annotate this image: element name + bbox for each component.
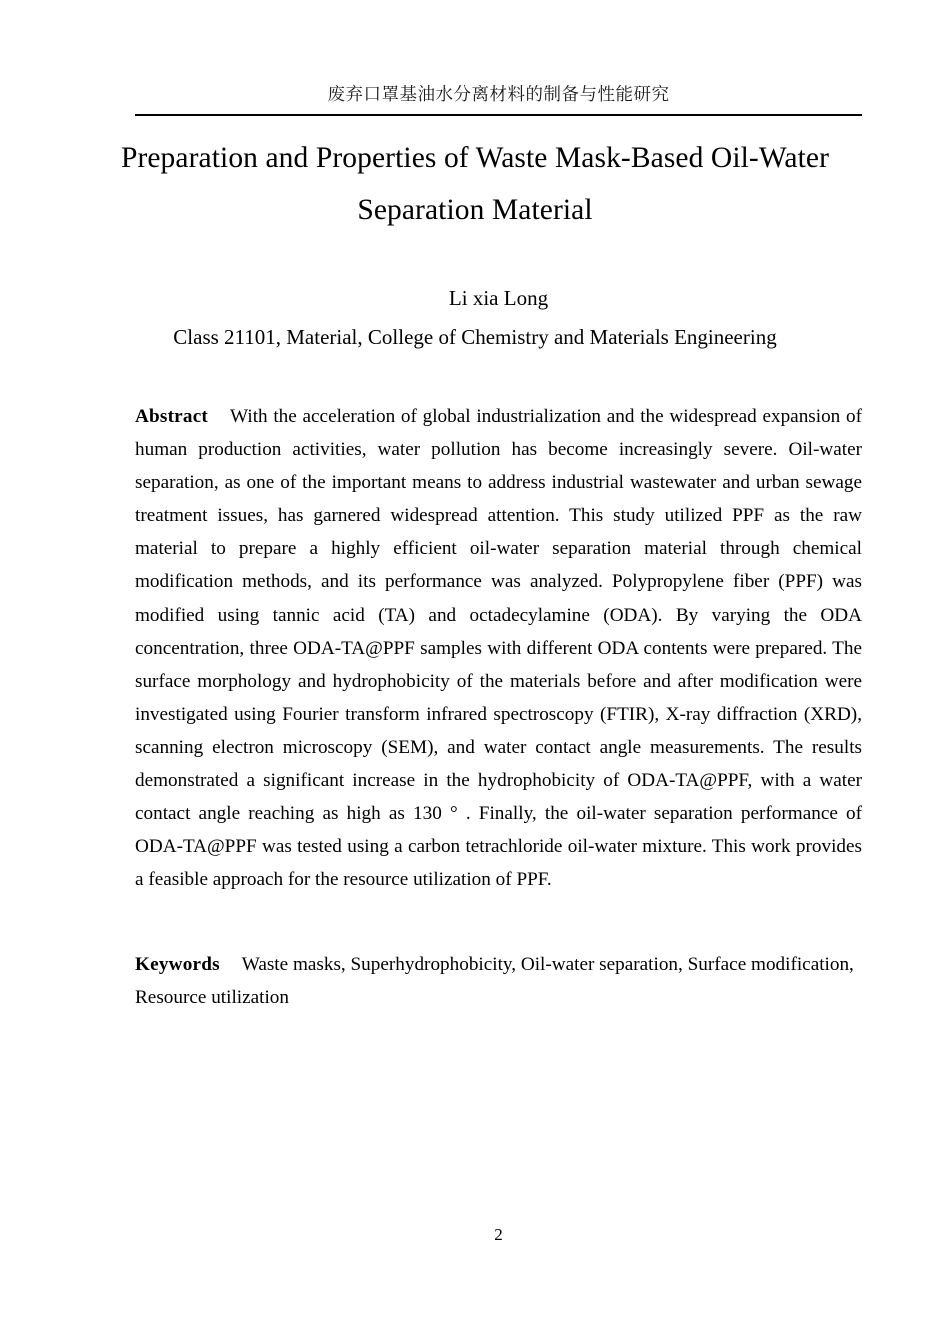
keywords-body: Waste masks, Superhydrophobicity, Oil-water separation, Surface modification, Resource utilization xyxy=(135,954,854,1009)
author-name: Li xia Long xyxy=(448,286,549,310)
header-divider-rule xyxy=(135,114,862,116)
author-affiliation: Class 21101, Material, College of Chemistry and Materials Engineering xyxy=(173,325,777,349)
abstract-section xyxy=(135,400,862,896)
abstract-label: Abstract xyxy=(135,406,209,427)
keywords-section xyxy=(135,948,862,1014)
page-number: 2 xyxy=(494,1225,503,1244)
abstract-body: With the acceleration of global industrialization and the widespread expansion of human production activities, water pollution has become increasingly severe. Oil-water separation, as one of the important means to address industrial wastewater and urban sewage treatment issues, has garnered widespread attention. This study utilized PPF as the raw material to prepare a highly efficient oil-water separation material through chemical modification methods, and its performance was analyzed. Polypropylene fiber (PPF) was modified using tannic acid (TA) and octadecylamine (ODA). By varying the ODA concentration, three ODA-TA@PPF samples with different ODA contents were prepared. The surface morphology and hydrophobicity of the materials before and after modification were investigated using Fourier transform infrared spectroscopy (FTIR), X-ray diffraction (XRD), scanning electron microscopy (SEM), and water contact angle measurements. The results demonstrated a significant increase in the hydrophobicity of ODA-TA@PPF, with a water contact angle reaching as high as 130 ° . Finally, the oil-water separation performance of ODA-TA@PPF was tested using a carbon tetrachloride oil-water mixture. This work provides a feasible approach for the resource utilization of PPF. xyxy=(135,406,862,891)
running-header: 废弃口罩基油水分离材料的制备与性能研究 xyxy=(327,84,670,104)
page-title: Preparation and Properties of Waste Mask-Based Oil-Water Separation Material xyxy=(120,142,830,226)
keywords-label: Keywords xyxy=(135,954,220,975)
